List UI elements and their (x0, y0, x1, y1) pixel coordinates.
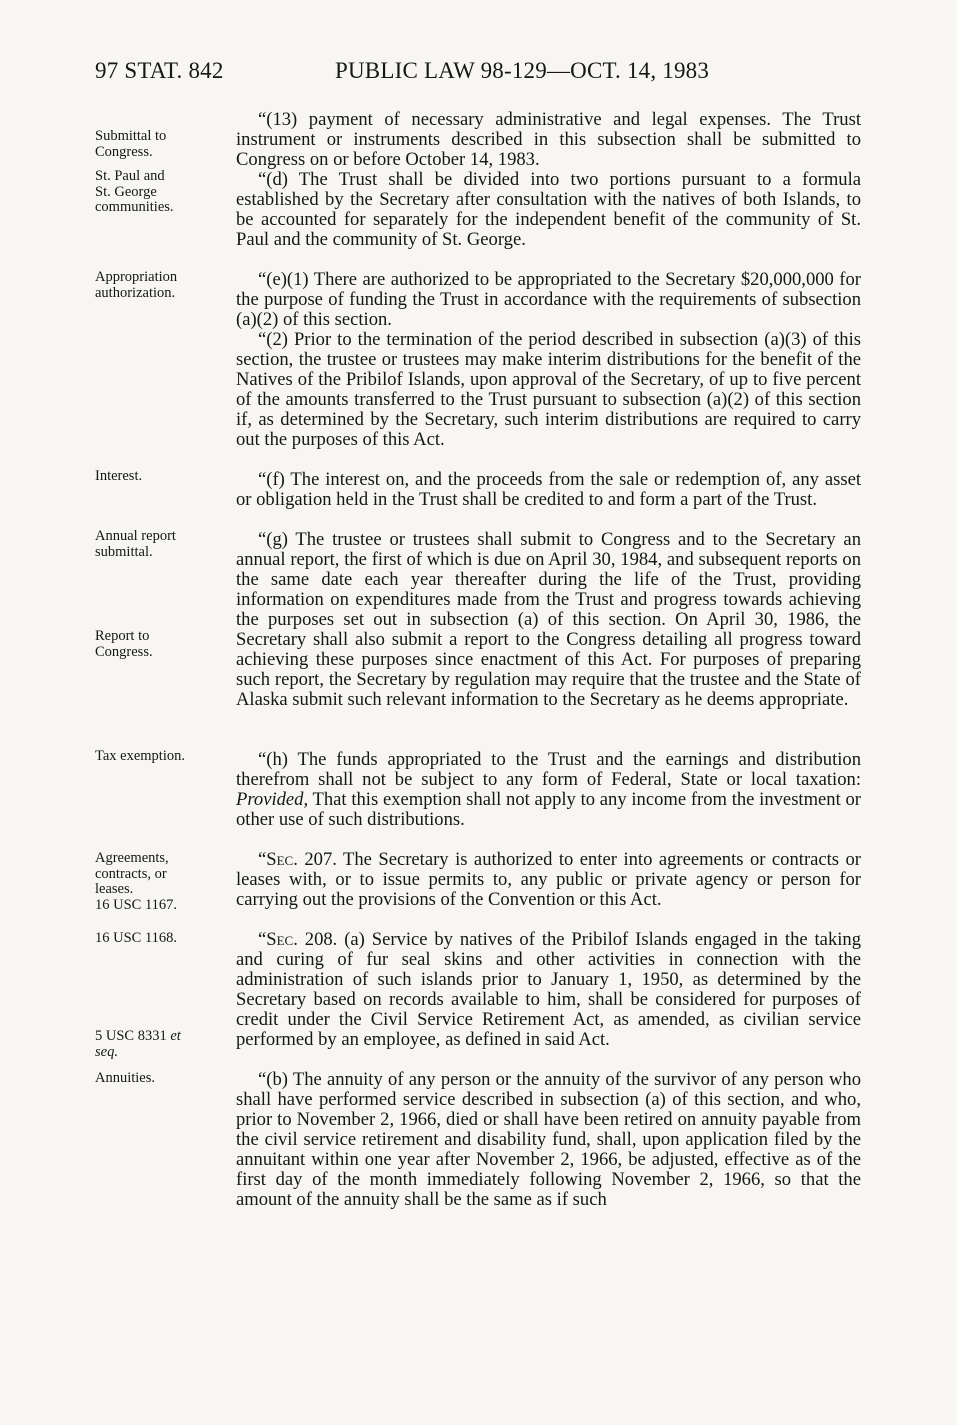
paragraph-text: “(d) The Trust shall be divided into two portions pursuant to a formula established by the Secretary after consultation with the natives of both Islands, to be accounted for separately for the independent benefit of the community of St. Paul and the community of St. George. (236, 169, 861, 250)
margin-note-16usc1168 (95, 931, 230, 947)
note-line: St. George (95, 183, 157, 200)
paragraph-text: “(g) The trustee or trustees shall submit to Congress and to the Secretary an annual report, the first of which is due on April 30, 1984, and subsequent reports on the same date each year thereafter during the life of the Trust, providing information on expenditures made from the Trust and progress towards achieving the purposes set out in subsection (a) of this section. On April 30, 1986, the Secretary shall also submit a report to the Congress detailing all progress toward achieving these purposes since enactment of this Act. For purposes of preparing such report, the Secretary by regulation may require that the trustee and the State of Alaska submit such relevant information to the Secretary as he deems appropriate. (236, 529, 861, 710)
margin-note-report-congress (95, 629, 230, 660)
note-line: 16 USC 1168. (95, 930, 178, 946)
margin-note-5usc8331 (95, 1029, 230, 1060)
paragraph-13 (236, 110, 861, 170)
note-line: submittal. (95, 543, 153, 560)
paragraph-italic: Provided, (236, 789, 309, 810)
running-head: PUBLIC LAW 98-129—OCT. 14, 1983 (335, 58, 710, 83)
quote-mark: “ (258, 849, 267, 870)
margin-note-submittal (95, 129, 230, 160)
note-line: contracts, or (95, 865, 167, 882)
margin-note-annuities (95, 1071, 230, 1087)
note-line: authorization. (95, 284, 176, 301)
paragraph-f (236, 470, 861, 510)
note-line: 16 USC 1167. (95, 896, 178, 913)
paragraph-e2 (236, 330, 861, 450)
margin-note-tax (95, 749, 230, 765)
margin-note-annual-report (95, 529, 230, 560)
note-line: Congress. (95, 643, 153, 660)
note-line: Submittal to (95, 128, 167, 144)
note-line (95, 1029, 230, 1045)
margin-note-agreements (95, 851, 230, 913)
paragraph-text: “(h) The funds appropriated to the Trust and the earnings and distribution therefrom shall not be subject to any form of Federal, State or local taxation: (236, 749, 861, 790)
section-207 (236, 850, 861, 910)
note-line: St. Paul and (95, 168, 165, 184)
paragraph-text: “(b) The annuity of any person or the annuity of the survivor of any person who shall have performed service described in subsection (a) of this section, and who, prior to November 2, 1966, died or shall have been retired on annuity payable from the civil service retirement and disability fund, shall, upon application filed by the annuitant within one year after November 2, 1966, be adjusted, effective as of the first day of the month immediately following November 2, 1966, so that the amount of the annuity shall be the same as if such (236, 1069, 861, 1210)
paragraph-e1 (236, 270, 861, 330)
margin-note-interest (95, 469, 230, 485)
paragraph-h (236, 750, 861, 830)
note-italic: seq. (95, 1043, 118, 1060)
note-line: Interest. (95, 468, 143, 484)
note-line: Annual report (95, 528, 176, 544)
note-line: communities. (95, 199, 174, 215)
paragraph-text: “(f) The interest on, and the proceeds from the sale or redemption of, any asset or obligation held in the Trust shall be credited to and form a part of the Trust. (236, 469, 861, 510)
paragraph-text: “(13) payment of necessary administrative and legal expenses. The Trust instrument or instruments described in this subsection shall be submitted to Congress on or before October 14, 1983. (236, 109, 861, 170)
paragraph-d (236, 170, 861, 250)
note-line: Report to (95, 628, 150, 644)
page-number-header: 97 STAT. 842 (95, 58, 224, 83)
note-line: Congress. (95, 143, 153, 160)
note-italic: et (170, 1028, 181, 1044)
margin-note-st-paul (95, 169, 230, 216)
note-line: Tax exemption. (95, 748, 185, 764)
quote-mark: “ (258, 929, 267, 950)
paragraph-text: “(e)(1) There are authorized to be appropriated to the Secretary $20,000,000 for the purpose of funding the Trust in accordance with the requirements of subsection (a)(2) of this section. (236, 269, 861, 330)
note-line: leases. (95, 881, 134, 897)
paragraph-text: 207. The Secretary is authorized to enter into agreements or contracts or leases with, or to issue permits to, any public or private agency or person for carrying out the provisions of the Convention or this Act. (236, 849, 861, 910)
paragraph-b (236, 1070, 861, 1210)
note-line: Appropriation (95, 269, 178, 285)
note-line (95, 1045, 230, 1061)
paragraph-g (236, 530, 861, 710)
paragraph-text: That this exemption shall not apply to any income from the investment or other use of such distributions. (236, 789, 861, 830)
note-text: 5 USC 8331 (95, 1028, 171, 1044)
note-line: Annuities. (95, 1070, 156, 1086)
section-208 (236, 930, 861, 1050)
paragraph-text: “(2) Prior to the termination of the period described in subsection (a)(3) of this section, the trustee or trustees may make interim distributions for the benefit of the Natives of the Pribilof Islands, upon approval of the Secretary, of up to five percent of the amounts transferred to the Trust pursuant to subsection (a)(2) of this section if, as determined by the Secretary, such interim distributions are required to carry out the purposes of this Act. (236, 329, 861, 450)
paragraph-text: 208. (a) Service by natives of the Pribilof Islands engaged in the taking and curing of fur seal skins and other activities in connection with the administration of such islands prior to January 1, 1950, as determined by the Secretary based on records available to him, shall be considered for purposes of credit under the Civil Service Retirement Act, as amended, as civilian service performed by an employee, as defined in said Act. (236, 929, 861, 1050)
section-label: Sec. (266, 849, 298, 870)
section-label: Sec. (266, 929, 298, 950)
note-line: Agreements, (95, 850, 169, 866)
margin-note-appropriation (95, 270, 230, 301)
